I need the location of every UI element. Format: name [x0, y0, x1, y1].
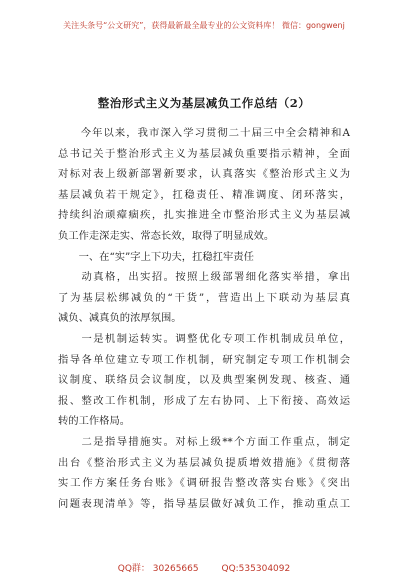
- footer-contact: [0, 561, 408, 574]
- text-line: 负工作走深走实、常态长效，取得了明显成效。: [58, 229, 275, 242]
- text-line: 对标对表上级新部署新要求，认真落实《整治形式主义为: [58, 168, 350, 181]
- header-notice: 关注头条号“公文研究”，获得最新最全最专业的公文资料库！ 微信：gongwenj: [63, 21, 345, 30]
- qq-group-number: QQ群： 30265665: [117, 564, 199, 574]
- text-line: 指导各单位建立专项工作机制，研究制定专项工作机制会: [58, 353, 350, 366]
- text-line: 转的工作格局。: [58, 415, 131, 428]
- text-line: 问题表现清单》等，指导基层做好减负工作，推动重点工: [58, 497, 350, 510]
- paragraph: [58, 267, 350, 329]
- text-line: 实工作方案任务台账》《调研报告整改落实台账》《突出: [58, 477, 350, 490]
- text-line: 二是指导措施实。对标上级**个方面工作重点，制定: [58, 435, 350, 448]
- text-line: 基层减负若干规定》，扛稳责任、精准调度、闭环落实，: [58, 188, 350, 201]
- text-line: 减负、减真负的浓厚氛围。: [58, 312, 182, 325]
- text-line: 报、整改工作机制，形成了左右协同、上下衔接、高效运: [58, 394, 350, 407]
- text-line: 持续纠治顽瘴痼疾，扎实推进全市整治形式主义为基层减: [58, 209, 350, 222]
- text-line: 一是机制运转实。调整优化专项工作机制成员单位，: [58, 332, 350, 345]
- qq-number: QQ:535304092: [221, 564, 291, 574]
- text-line: 出台《整治形式主义为基层减负提质增效措施》《贯彻落: [58, 456, 350, 469]
- paragraph: [58, 329, 350, 432]
- paragraph: [58, 123, 350, 247]
- paragraph: [58, 432, 350, 514]
- text-line: 了为基层松绑减负的“干货”，营造出上下联动为基层真: [58, 291, 350, 304]
- text-line: 今年以来，我市深入学习贯彻二十届三中全会精神和A: [58, 127, 350, 139]
- text-line: 一、在“实”字上下功夫，扛稳扛牢责任: [58, 250, 254, 263]
- document-title: 整治形式主义为基层减负工作总结（2）: [97, 96, 311, 110]
- section-heading: [58, 247, 350, 268]
- text-line: 总书记关于整治形式主义为基层减负重要指示精神，全面: [58, 147, 350, 160]
- text-line: 议制度、联络员会议制度，以及典型案例发现、核查、通: [58, 374, 350, 387]
- text-line: 动真格，出实招。按照上级部署细化落实举措，拿出: [58, 271, 350, 284]
- document-body: [58, 123, 350, 514]
